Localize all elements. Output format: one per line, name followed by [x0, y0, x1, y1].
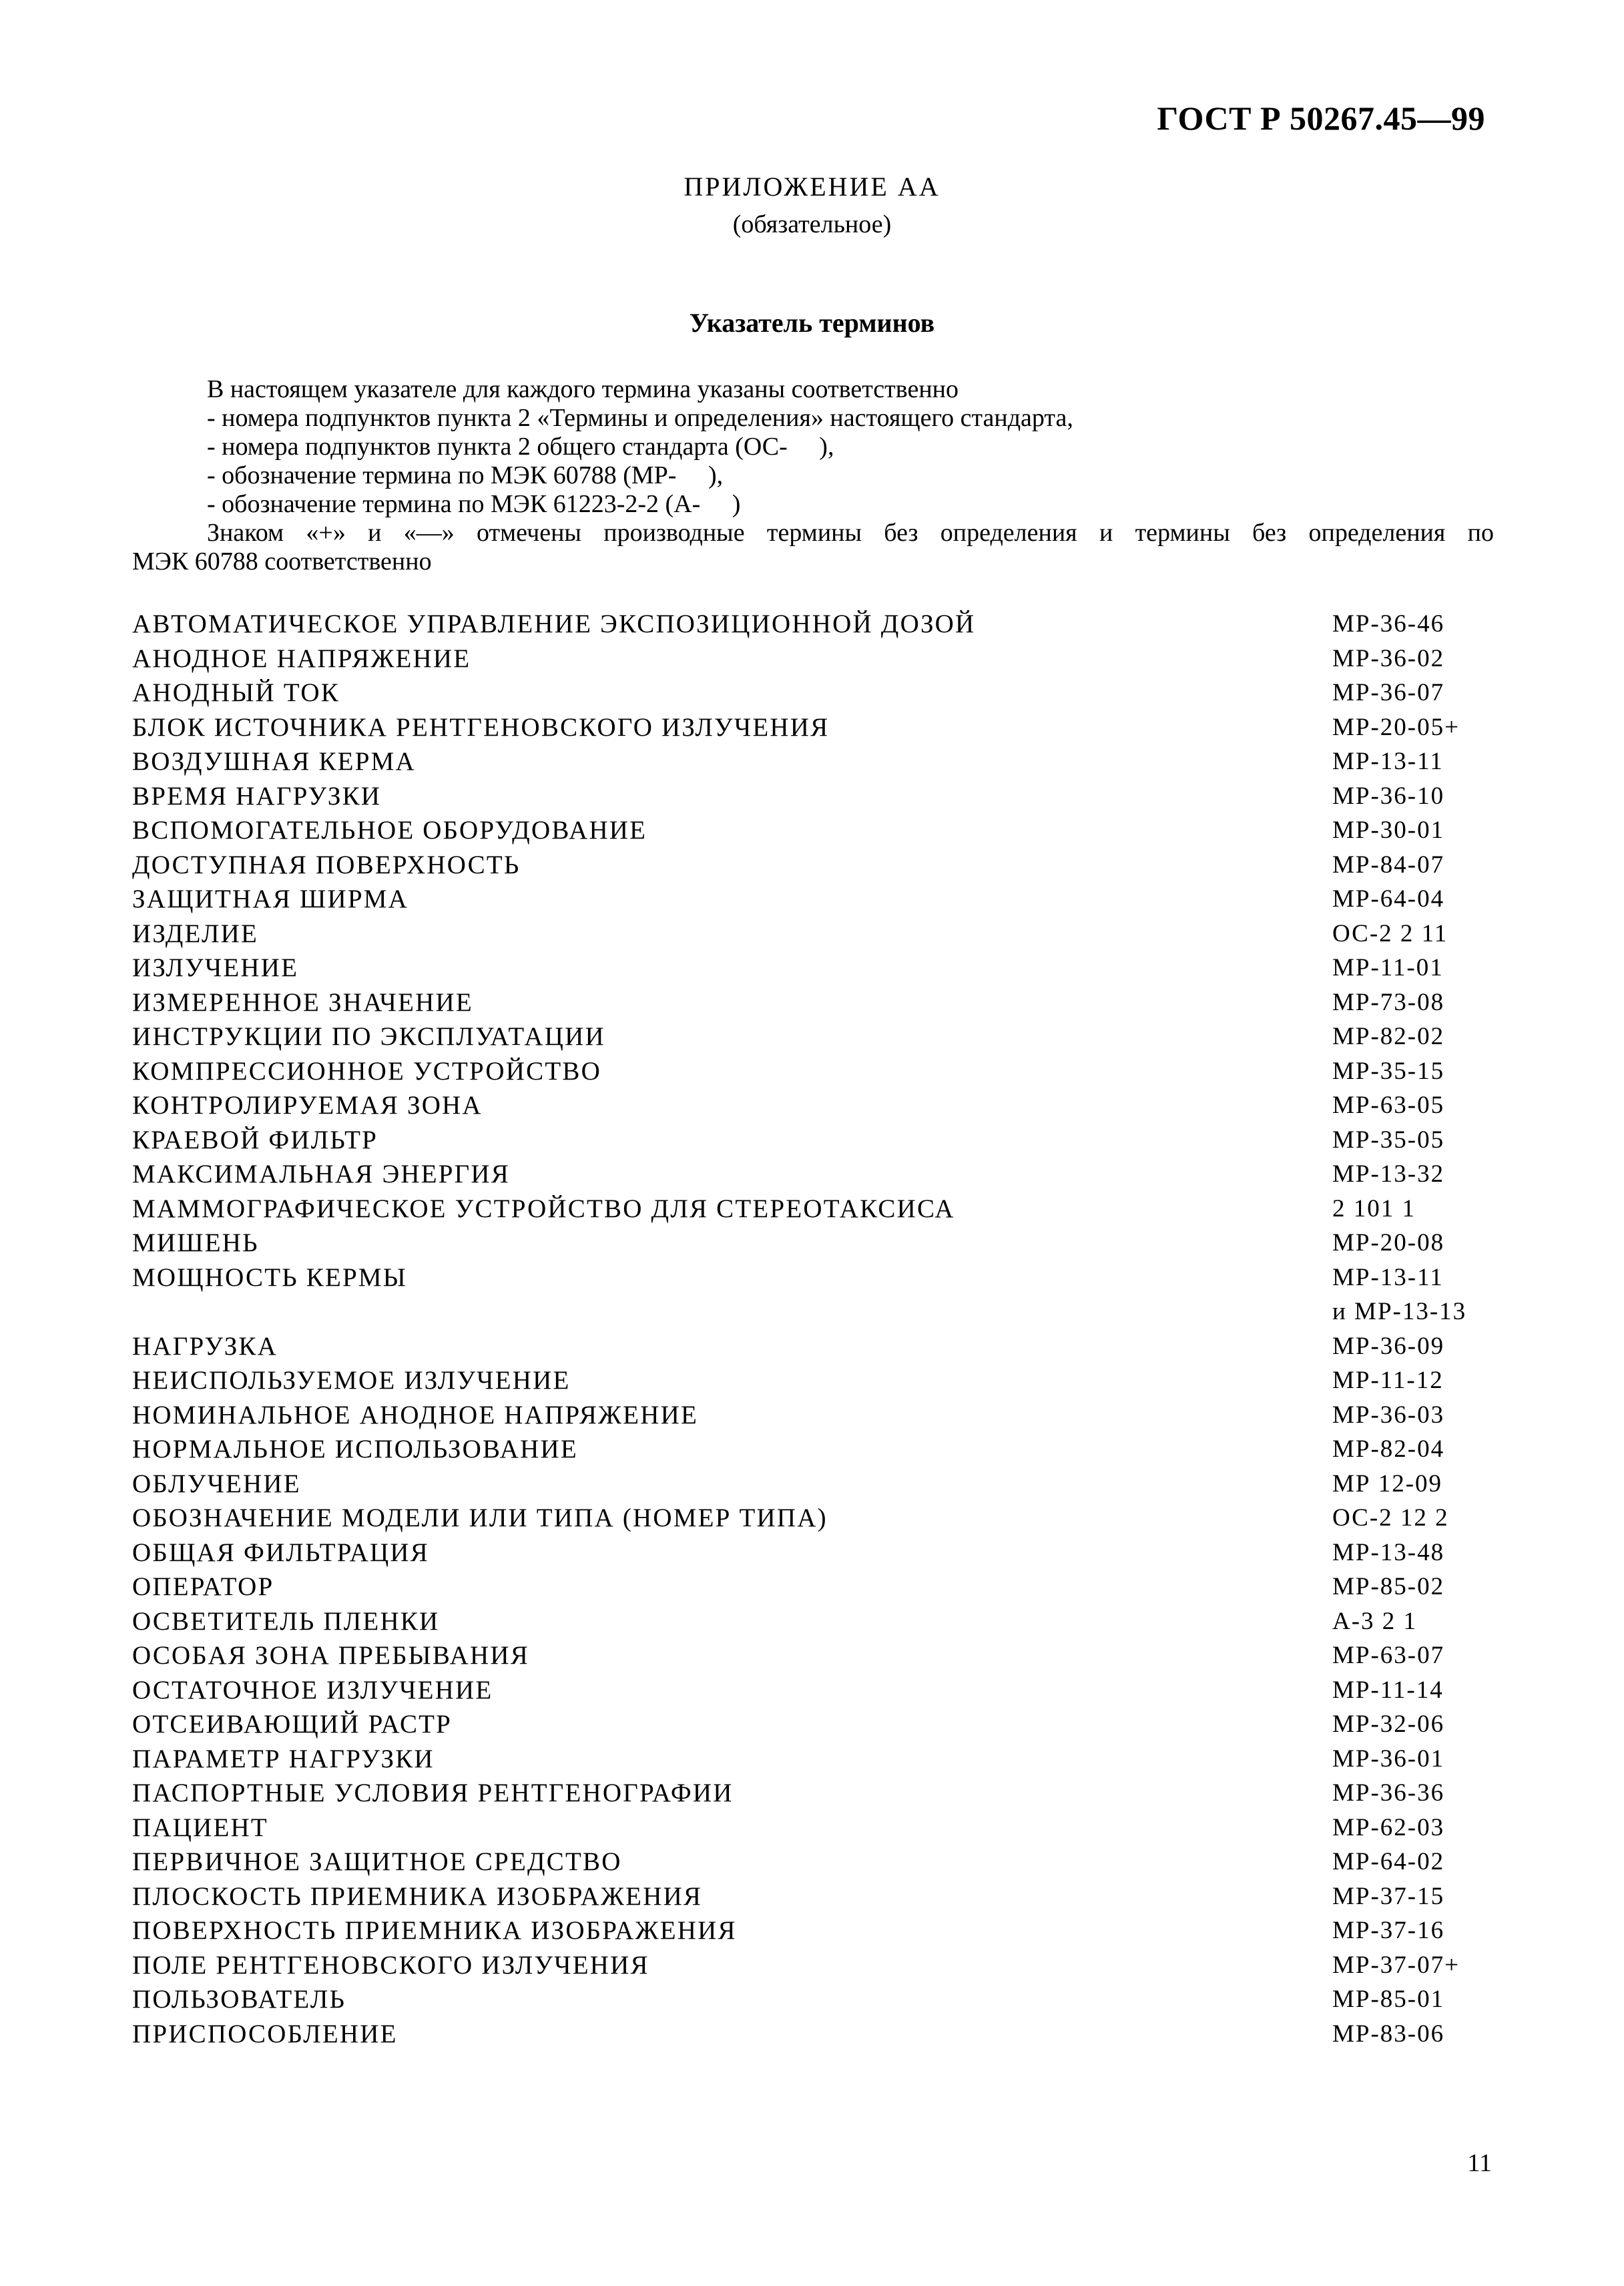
term-row — [132, 1469, 1494, 1504]
term-row — [132, 1332, 1494, 1367]
term-row — [132, 1160, 1494, 1194]
term-name: ОСТАТОЧНОЕ ИЗЛУЧЕНИЕ — [132, 1675, 493, 1704]
term-row — [132, 1057, 1494, 1092]
term-name: ИЗДЕЛИЕ — [132, 919, 259, 948]
term-row — [132, 1710, 1494, 1745]
term-name: АНОДНЫЙ ТОК — [132, 678, 340, 707]
term-name: ПАЦИЕНТ — [132, 1813, 268, 1842]
appendix-subtitle: (обязательное) — [732, 210, 892, 238]
term-reference: МР-64-02 — [1332, 1848, 1445, 1875]
term-name: МОЩНОСТЬ КЕРМЫ — [132, 1263, 407, 1292]
term-reference: МР-63-07 — [1332, 1642, 1445, 1669]
term-name: ИЗЛУЧЕНИЕ — [132, 953, 299, 982]
term-reference: МР-36-46 — [1332, 610, 1445, 638]
term-reference: А-3 2 1 — [1332, 1607, 1418, 1635]
term-row — [132, 610, 1494, 644]
term-name: ВОЗДУШНАЯ КЕРМА — [132, 747, 416, 776]
term-row — [132, 1504, 1494, 1538]
term-row — [132, 1228, 1494, 1263]
term-row — [132, 1091, 1494, 1126]
page-number: 11 — [1467, 2149, 1492, 2177]
term-row — [132, 1572, 1494, 1607]
term-reference: МР-85-02 — [1332, 1573, 1445, 1600]
term-reference: МР-82-02 — [1332, 1023, 1445, 1050]
term-row — [132, 1194, 1494, 1229]
term-reference: 2 101 1 — [1332, 1194, 1416, 1222]
term-reference: МР-20-05+ — [1332, 713, 1460, 741]
term-reference: МР-13-32 — [1332, 1160, 1445, 1188]
term-name: ОТСЕИВАЮЩИЙ РАСТР — [132, 1710, 453, 1739]
term-name: ИНСТРУКЦИИ ПО ЭКСПЛУАТАЦИИ — [132, 1022, 605, 1051]
term-reference: МР-62-03 — [1332, 1813, 1445, 1841]
term-row — [132, 1435, 1494, 1469]
term-reference: МР-73-08 — [1332, 988, 1445, 1016]
term-row — [132, 816, 1494, 851]
intro-paragraph — [132, 375, 1494, 576]
term-row — [132, 988, 1494, 1023]
term-reference: МР-36-03 — [1332, 1401, 1445, 1429]
intro-line: МЭК 60788 соответственно — [132, 547, 432, 576]
term-row — [132, 1779, 1494, 1813]
term-row — [132, 1366, 1494, 1401]
term-reference: МР-84-07 — [1332, 851, 1445, 879]
term-name: ОСВЕТИТЕЛЬ ПЛЕНКИ — [132, 1606, 440, 1636]
term-row — [132, 1538, 1494, 1573]
term-name: ЗАЩИТНАЯ ШИРМА — [132, 885, 409, 913]
term-row — [132, 1985, 1494, 2020]
term-name: ОБЛУЧЕНИЕ — [132, 1469, 301, 1498]
term-row — [132, 1401, 1494, 1435]
term-name: ПОЛЬЗОВАТЕЛЬ — [132, 1985, 346, 2014]
term-reference: МР-36-09 — [1332, 1332, 1445, 1360]
term-reference: МР-36-01 — [1332, 1745, 1445, 1773]
term-name: КРАЕВОЙ ФИЛЬТР — [132, 1125, 378, 1154]
term-row — [132, 1126, 1494, 1160]
term-reference: МР-20-08 — [1332, 1229, 1445, 1256]
term-reference: МР-13-11 — [1332, 1263, 1444, 1291]
term-reference: МР-13-48 — [1332, 1538, 1445, 1566]
term-reference: МР-35-15 — [1332, 1057, 1445, 1085]
term-name: ОПЕРАТОР — [132, 1572, 274, 1601]
term-reference: МР-36-02 — [1332, 644, 1445, 672]
term-reference: МР-13-11 — [1332, 748, 1444, 775]
term-row — [132, 851, 1494, 885]
term-name: ИЗМЕРЕННОЕ ЗНАЧЕНИЕ — [132, 987, 473, 1017]
term-row — [132, 644, 1494, 679]
term-row — [132, 1916, 1494, 1951]
term-name: ВРЕМЯ НАГРУЗКИ — [132, 781, 382, 811]
term-row — [132, 919, 1494, 954]
term-reference: МР-11-01 — [1332, 954, 1444, 981]
term-name: ПЕРВИЧНОЕ ЗАЩИТНОЕ СРЕДСТВО — [132, 1847, 622, 1876]
term-row — [132, 713, 1494, 748]
term-name: МИШЕНЬ — [132, 1228, 259, 1257]
term-reference: МР-36-10 — [1332, 782, 1445, 810]
term-row — [132, 1951, 1494, 1986]
term-row — [132, 747, 1494, 782]
term-row — [132, 1813, 1494, 1848]
term-row — [132, 1263, 1494, 1298]
intro-line: - обозначение термина по МЭК 61223-2-2 (А- ) — [207, 490, 741, 518]
term-row — [132, 2020, 1494, 2054]
term-name: НОМИНАЛЬНОЕ АНОДНОЕ НАПРЯЖЕНИЕ — [132, 1400, 698, 1429]
appendix-title: ПРИЛОЖЕНИЕ АА — [684, 172, 940, 202]
document-code: ГОСТ Р 50267.45—99 — [1157, 99, 1485, 137]
term-name: НАГРУЗКА — [132, 1331, 278, 1361]
intro-line: - номера подпунктов пункта 2 общего стандарта (ОС- ), — [207, 433, 834, 461]
term-name: МАММОГРАФИЧЕСКОЕ УСТРОЙСТВО ДЛЯ СТЕРЕОТАКСИСА — [132, 1194, 955, 1223]
term-row — [132, 1297, 1494, 1332]
term-row — [132, 953, 1494, 988]
term-row — [132, 1641, 1494, 1676]
term-row — [132, 1022, 1494, 1057]
intro-line: - номера подпунктов пункта 2 «Термины и определения» настоящего стандарта, — [207, 404, 1073, 432]
term-name: БЛОК ИСТОЧНИКА РЕНТГЕНОВСКОГО ИЗЛУЧЕНИЯ — [132, 712, 830, 742]
terms-index-list — [132, 610, 1494, 2054]
term-name: ВСПОМОГАТЕЛЬНОЕ ОБОРУДОВАНИЕ — [132, 816, 647, 845]
term-row — [132, 678, 1494, 713]
term-name: ПОВЕРХНОСТЬ ПРИЕМНИКА ИЗОБРАЖЕНИЯ — [132, 1916, 737, 1945]
term-name: НОРМАЛЬНОЕ ИСПОЛЬЗОВАНИЕ — [132, 1435, 578, 1463]
intro-line: В настоящем указателе для каждого термина указаны соответственно — [207, 375, 959, 403]
term-name: КОНТРОЛИРУЕМАЯ ЗОНА — [132, 1091, 483, 1120]
term-name: ОСОБАЯ ЗОНА ПРЕБЫВАНИЯ — [132, 1641, 529, 1670]
intro-line: Знаком «+» и «—» отмечены производные термины без определения и термины без определения по — [207, 519, 1494, 547]
term-name: ПРИСПОСОБЛЕНИЕ — [132, 2019, 398, 2048]
term-reference: МР-37-15 — [1332, 1882, 1445, 1910]
term-row — [132, 1607, 1494, 1642]
term-reference: ОС-2 12 2 — [1332, 1504, 1449, 1532]
term-row — [132, 1745, 1494, 1779]
term-name: АВТОМАТИЧЕСКОЕ УПРАВЛЕНИЕ ЭКСПОЗИЦИОННОЙ ДОЗОЙ — [132, 610, 976, 638]
term-name: ОБОЗНАЧЕНИЕ МОДЕЛИ ИЛИ ТИПА (НОМЕР ТИПА) — [132, 1504, 828, 1532]
term-reference: МР-82-04 — [1332, 1435, 1445, 1463]
term-name: НЕИСПОЛЬЗУЕМОЕ ИЗЛУЧЕНИЕ — [132, 1366, 571, 1395]
term-reference: МР 12-09 — [1332, 1469, 1443, 1498]
term-reference: ОС-2 2 11 — [1332, 919, 1448, 947]
term-reference: МР-64-04 — [1332, 885, 1445, 913]
term-reference: МР-83-06 — [1332, 2020, 1445, 2048]
term-reference: МР-37-07+ — [1332, 1951, 1460, 1979]
term-row — [132, 885, 1494, 919]
term-reference: МР-36-36 — [1332, 1779, 1445, 1807]
term-reference: МР-30-01 — [1332, 817, 1445, 844]
term-reference: МР-32-06 — [1332, 1710, 1445, 1738]
term-name: ПАРАМЕТР НАГРУЗКИ — [132, 1744, 435, 1773]
term-name: КОМПРЕССИОННОЕ УСТРОЙСТВО — [132, 1056, 601, 1086]
term-row — [132, 1882, 1494, 1917]
term-name: МАКСИМАЛЬНАЯ ЭНЕРГИЯ — [132, 1160, 510, 1188]
term-reference: МР-35-05 — [1332, 1126, 1445, 1154]
term-reference: МР-11-12 — [1332, 1367, 1444, 1394]
term-name: ДОСТУПНАЯ ПОВЕРХНОСТЬ — [132, 850, 521, 879]
term-name: ПОЛЕ РЕНТГЕНОВСКОГО ИЗЛУЧЕНИЯ — [132, 1950, 649, 1980]
term-name: ПАСПОРТНЫЕ УСЛОВИЯ РЕНТГЕНОГРАФИИ — [132, 1779, 734, 1807]
term-reference: МР-85-01 — [1332, 1986, 1445, 2013]
term-name: АНОДНОЕ НАПРЯЖЕНИЕ — [132, 644, 471, 673]
term-name: ПЛОСКОСТЬ ПРИЕМНИКА ИЗОБРАЖЕНИЯ — [132, 1881, 703, 1911]
term-reference: МР-11-14 — [1332, 1676, 1444, 1704]
term-reference: МР-63-05 — [1332, 1092, 1445, 1119]
term-row — [132, 1676, 1494, 1710]
term-reference: и МР-13-13 — [1332, 1298, 1467, 1325]
term-name: ОБЩАЯ ФИЛЬТРАЦИЯ — [132, 1538, 429, 1567]
intro-line: - обозначение термина по МЭК 60788 (МР- ), — [207, 461, 724, 489]
term-reference: МР-37-16 — [1332, 1917, 1445, 1944]
term-reference: МР-36-07 — [1332, 679, 1445, 706]
term-row — [132, 1847, 1494, 1882]
term-row — [132, 782, 1494, 817]
index-title: Указатель терминов — [689, 308, 935, 338]
